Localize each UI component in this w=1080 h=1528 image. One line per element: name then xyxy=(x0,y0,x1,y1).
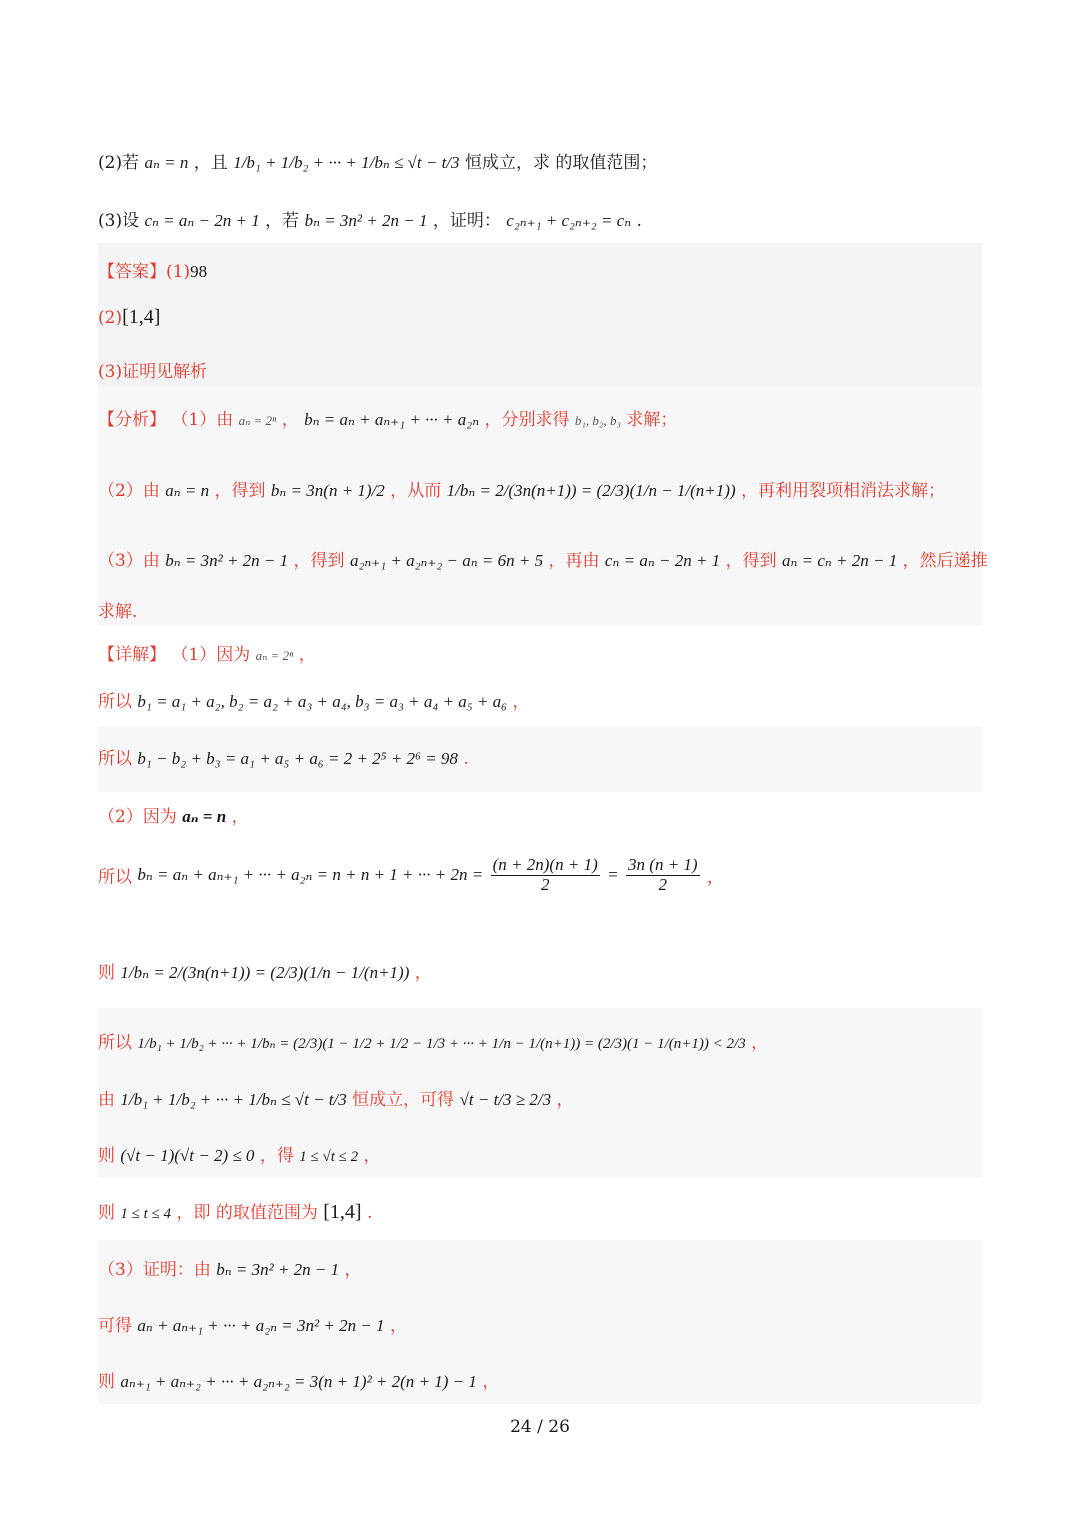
detail-line-12: 可得 aₙ + aₙ₊₁ + ··· + a₂ₙ = 3n² + 2n − 1 ， xyxy=(98,1316,407,1336)
answer-1-value: 98 xyxy=(190,262,208,281)
detail-line-2: 所以 b₁ = a₁ + a₂, b₂ = a₂ + a₃ + a₄, b₃ = a₃ + a₄ + a₅ + a₆ ， xyxy=(98,692,530,712)
detail-line-10: 则 1 ≤ t ≤ 4 ，即 的取值范围为 [1,4] . xyxy=(98,1201,373,1223)
analysis-line-3: （3）由 bₙ = 3n² + 2n − 1 ，得到 a₂ₙ₊₁ + a₂ₙ₊₂ − aₙ = 6n + 5 ，再由 cₙ = aₙ − 2n + 1 ，得到 aₙ = cₙ + 2n − 1 ，然后递推 xyxy=(98,551,988,571)
analysis-label: 【分析】 xyxy=(98,410,166,430)
detail-line-3: 所以 b₁ − b₂ + b₃ = a₁ + a₅ + a₆ = 2 + 2⁵ + 2⁶ = 98 . xyxy=(98,749,469,769)
problem-part3: (3)设 cₙ = aₙ − 2n + 1 ，若 bₙ = 3n² + 2n − 1 ，证明： c₂ₙ₊₁ + c₂ₙ₊₂ = cₙ . xyxy=(98,211,642,231)
math-sum-inequality: 1/b₁ + 1/b₂ + ··· + 1/bₙ ≤ √t − t/3 xyxy=(233,153,460,172)
answer-line-1: 【答案】(1)98 xyxy=(98,262,208,282)
answer-line-2: (2)[1,4] xyxy=(98,306,161,328)
answer-label: 【答案】 xyxy=(98,262,166,282)
detail-line-7: 所以 1/b₁ + 1/b₂ + ··· + 1/bₙ = (2/3)(1 − 1/2 + 1/2 − 1/3 + ··· + 1/n − 1/(n+1)) = (2/3)(1 − 1/(n+1)) < 2/3 ， xyxy=(98,1033,769,1053)
answer-block-bg xyxy=(98,243,982,386)
fraction-result: $\frac{3n (n + 1)}{2}$ xyxy=(628,855,698,894)
detail-line-6: 则 1/bₙ = 2/(3n(n+1)) = (2/3)(1/n − 1/(n+1)) ， xyxy=(98,963,432,983)
math-c-def: cₙ = aₙ − 2n + 1 xyxy=(144,211,260,230)
problem-part2: (2)若 aₙ = n ，且 1/b₁ + 1/b₂ + ··· + 1/bₙ ≤ √t − t/3 恒成立，求 的取值范围； xyxy=(98,153,658,173)
page-number: 24 / 26 xyxy=(510,1417,570,1437)
math-b-def: bₙ = 3n² + 2n − 1 xyxy=(304,211,428,230)
detail-line-4: （2）因为 aₙ = n ， xyxy=(98,807,249,827)
answer-2-value: [1,4] xyxy=(122,306,161,328)
detail-line-8: 由 1/b₁ + 1/b₂ + ··· + 1/bₙ ≤ √t − t/3 恒成立，可得 √t − t/3 ≥ 2/3 ， xyxy=(98,1090,574,1110)
detail-line-11: （3）证明：由 bₙ = 3n² + 2n − 1 ， xyxy=(98,1260,362,1280)
detail-line-5: 所以 bₙ = aₙ + aₙ₊₁ + ··· + a₂ₙ = n + n + 1 + ··· + 2n = $\frac{(n + 2n)(n + 1)}{2}$ = $\frac{3n (n + 1)}{2}$ ， xyxy=(98,855,724,894)
answer-line-3: (3)证明见解析 xyxy=(98,362,208,382)
detail-line-13: 则 aₙ₊₁ + aₙ₊₂ + ··· + a₂ₙ₊₂ = 3(n + 1)² + 2(n + 1) − 1 ， xyxy=(98,1372,500,1392)
analysis-line-1: 【分析】 （1）由 aₙ = 2ⁿ ， bₙ = aₙ + aₙ₊₁ + ··· + a₂ₙ ，分别求得 b₁, b₂, b₃ 求解； xyxy=(98,410,678,430)
analysis-line-2: （2）由 aₙ = n ，得到 bₙ = 3n(n + 1)/2 ，从而 1/bₙ = 2/(3n(n+1)) = (2/3)(1/n − 1/(n+1)) ，再利用裂项相消法求解； xyxy=(98,481,946,501)
detail-line-9: 则 (√t − 1)(√t − 2) ≤ 0 ，得 1 ≤ √t ≤ 2 ， xyxy=(98,1146,381,1166)
fraction-sum-formula: $\frac{(n + 2n)(n + 1)}{2}$ xyxy=(492,855,598,894)
detail-label: 【详解】 xyxy=(98,645,166,665)
detail-line-1: 【详解】 （1）因为 aₙ = 2ⁿ ， xyxy=(98,645,316,665)
analysis-line-3-cont: 求解. xyxy=(98,602,138,622)
math-goal: c₂ₙ₊₁ + c₂ₙ₊₂ = cₙ xyxy=(506,211,632,230)
math-a-n-equals-n: aₙ = n xyxy=(144,153,189,172)
